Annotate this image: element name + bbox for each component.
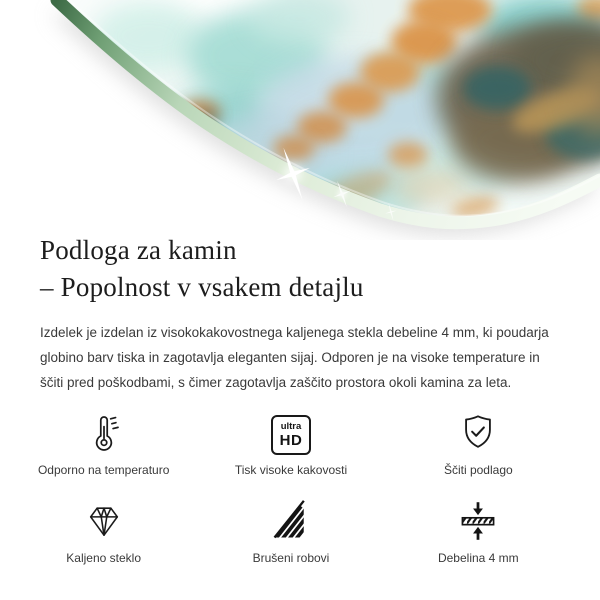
page-title: [40, 232, 560, 306]
feature-item-thickness: [385, 497, 572, 565]
product-description: Izdelek je izdelan iz visokokakovostnega kaljenega stekla debeline 4 mm, ki poudarja globino barv tiska in zagotavlja eleganten sijaj. Odporen je na visoke temperature in ščiti pred poškodbami, s čimer zagotavlja zaščito prostora okoli kamina za leta.: [40, 325, 549, 390]
page-title-line2: – Popolnost v vsakem detajlu: [40, 272, 364, 302]
feature-item-protects: [385, 409, 572, 477]
page-title-line1: Podloga za kamin: [40, 235, 237, 265]
ultra-hd-icon: ultra HD: [271, 409, 311, 455]
feature-label: Tisk visoke kakovosti: [234, 463, 348, 477]
thermometer-icon: [82, 409, 126, 455]
feature-label: Ščiti podlago: [443, 463, 513, 477]
feature-item-polished-edges: [197, 497, 384, 565]
diamond-icon: [82, 497, 126, 543]
feature-label: Odporno na temperaturo: [37, 463, 170, 477]
product-hero-image: [0, 0, 600, 240]
thickness-4mm-icon: [456, 497, 500, 543]
feature-label: Debelina 4 mm: [437, 551, 519, 565]
feature-item-temperature: [10, 409, 197, 477]
glass-pad-illustration: [0, 0, 600, 240]
shield-check-icon: [456, 409, 500, 455]
feature-item-tempered-glass: [10, 497, 197, 565]
feature-grid: [10, 409, 572, 565]
feature-label: Kaljeno steklo: [66, 551, 142, 565]
product-info-section: [0, 232, 600, 565]
polished-edges-icon: [269, 497, 313, 543]
feature-label: Brušeni robovi: [252, 551, 330, 565]
feature-item-print-quality: [197, 409, 384, 477]
